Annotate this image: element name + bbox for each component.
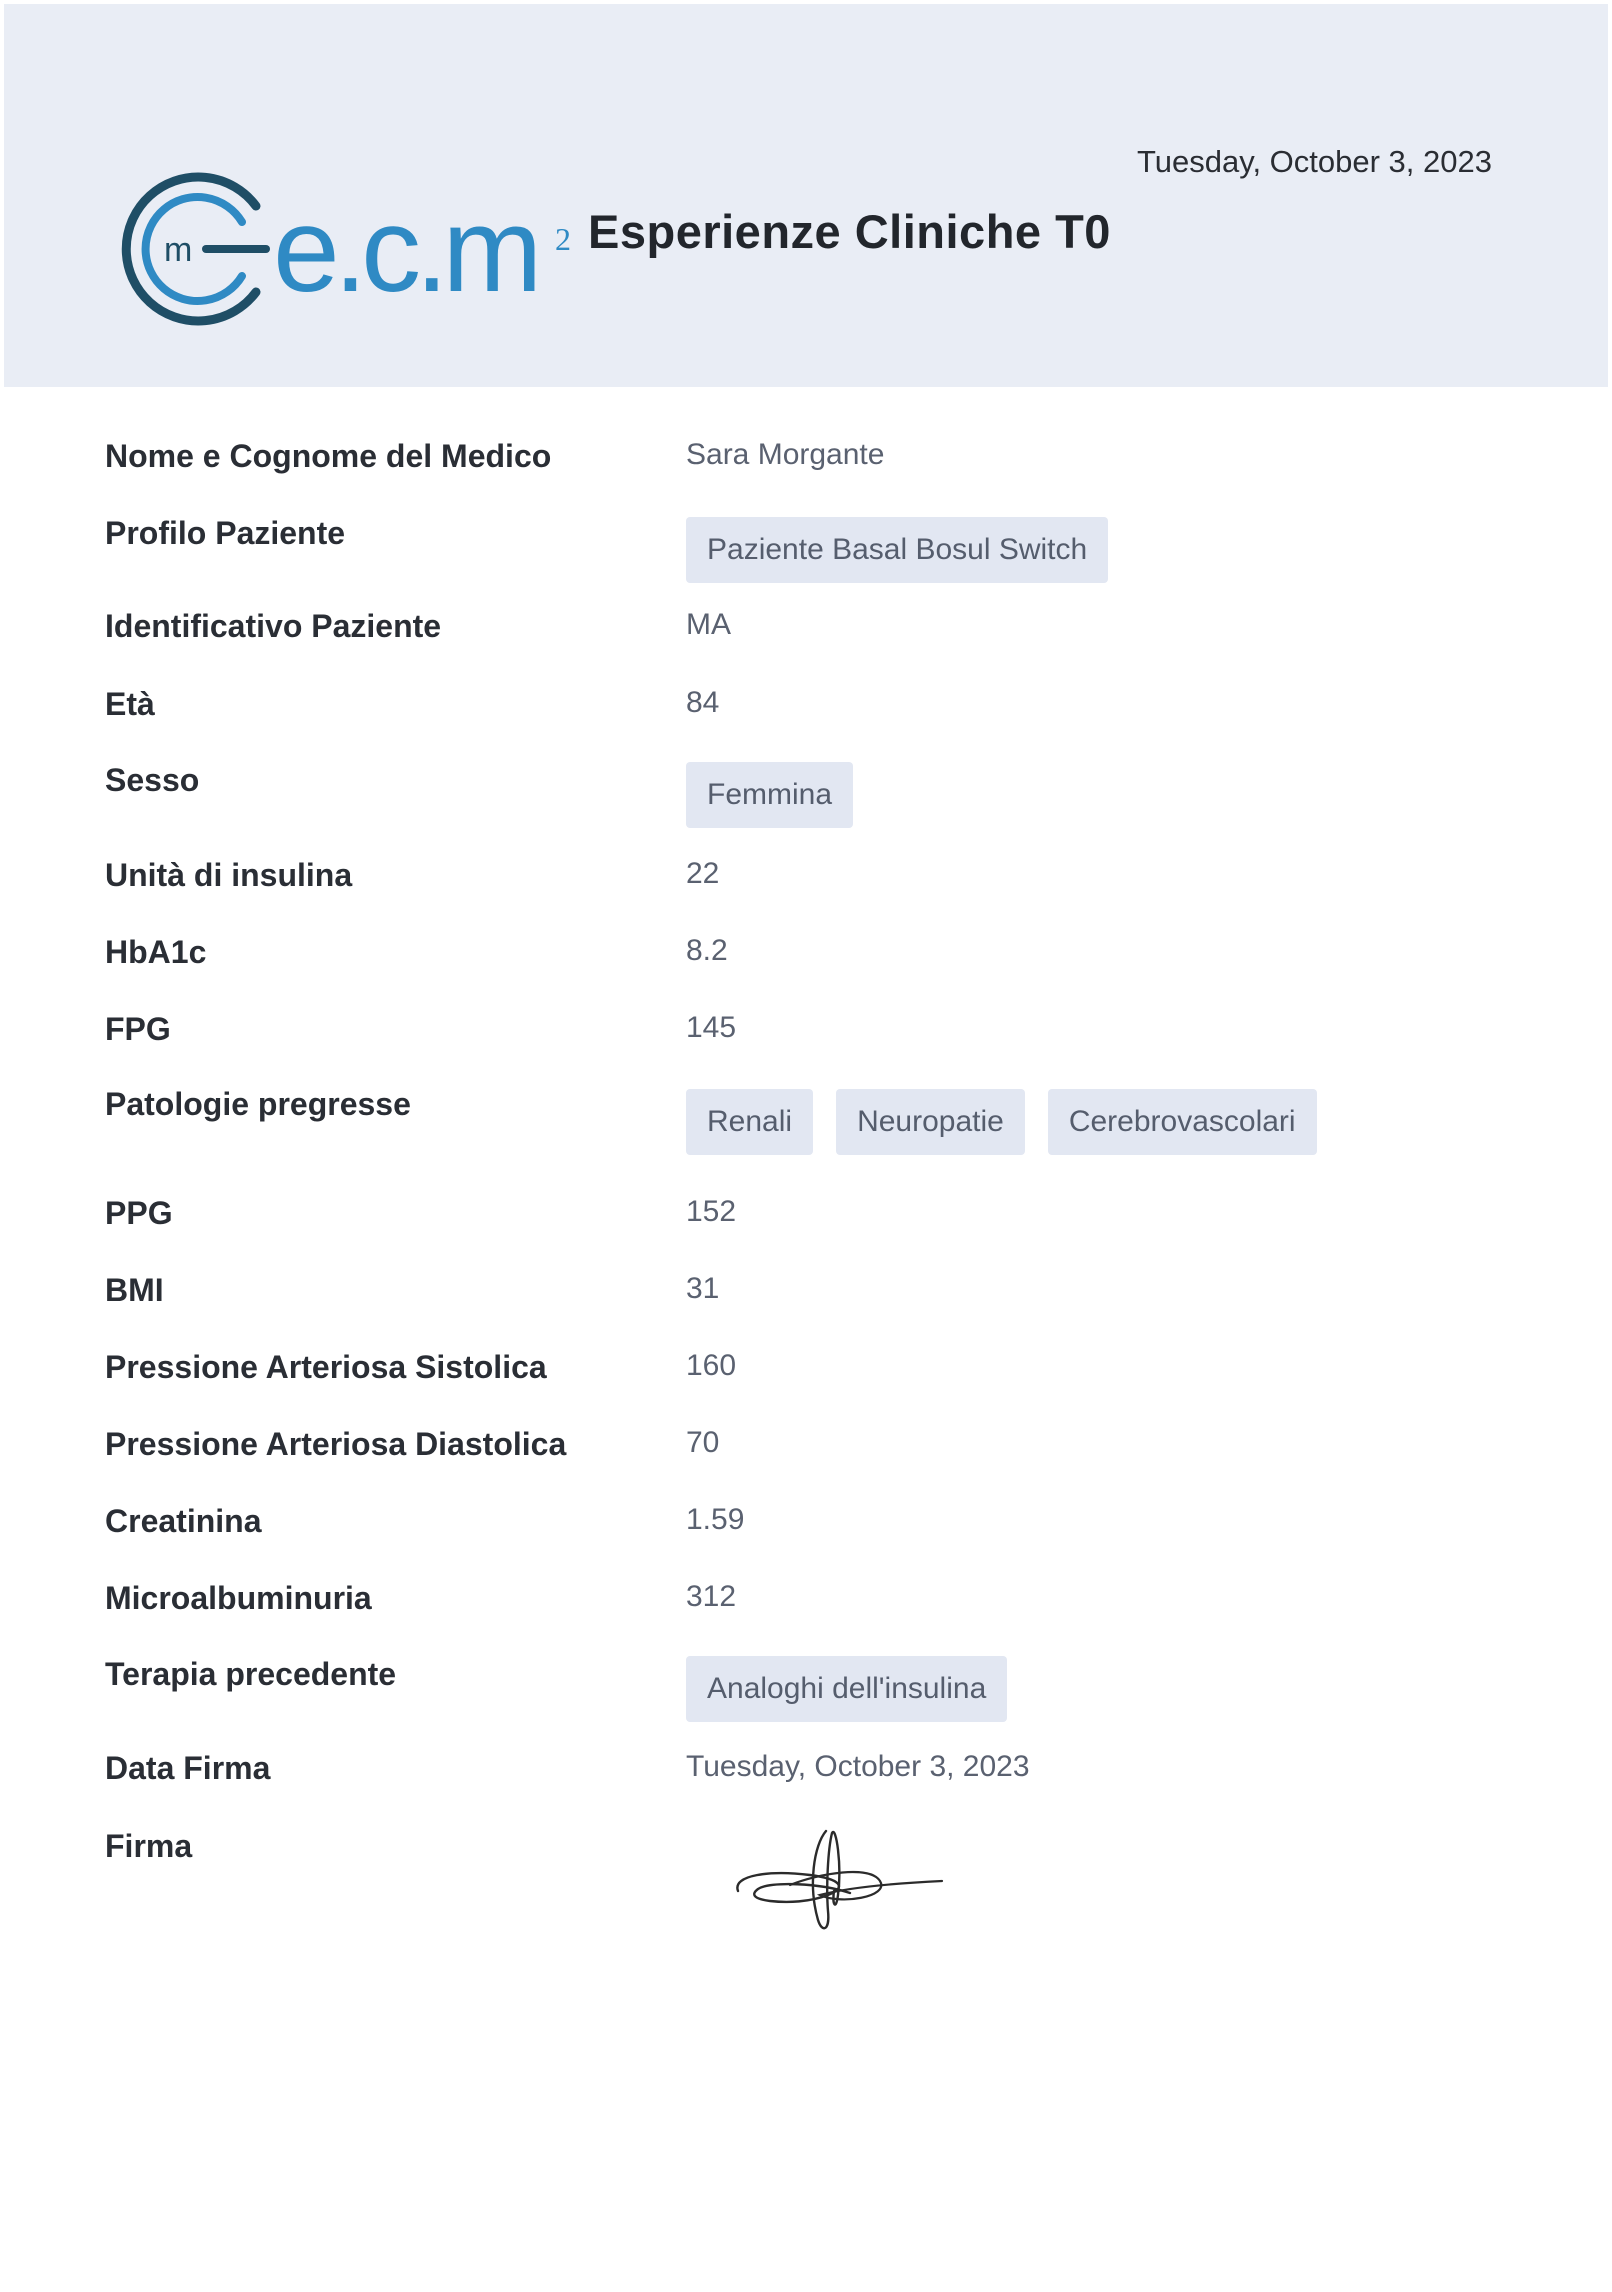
label-diastolica: Pressione Arteriosa Diastolica xyxy=(105,1426,567,1462)
value-data-firma: Tuesday, October 3, 2023 xyxy=(686,1750,1030,1783)
value-insulina: 22 xyxy=(686,857,720,890)
page-title: Esperienze Cliniche T0 xyxy=(588,205,1111,258)
svg-text:m: m xyxy=(164,231,193,269)
header-banner xyxy=(4,4,1608,387)
label-data-firma: Data Firma xyxy=(105,1750,271,1786)
label-bmi: BMI xyxy=(105,1272,164,1308)
label-creatinina: Creatinina xyxy=(105,1503,262,1539)
value-ppg: 152 xyxy=(686,1195,737,1228)
value-eta: 84 xyxy=(686,686,720,719)
label-firma: Firma xyxy=(105,1828,193,1864)
value-diastolica: 70 xyxy=(686,1426,720,1459)
value-bmi: 31 xyxy=(686,1272,720,1305)
chips-patologie xyxy=(686,1089,1317,1155)
label-eta: Età xyxy=(105,686,155,722)
label-identificativo: Identificativo Paziente xyxy=(105,608,442,644)
svg-text:e.c.m: e.c.m xyxy=(273,183,537,317)
label-profilo: Profilo Paziente xyxy=(105,515,346,551)
header-date: Tuesday, October 3, 2023 xyxy=(1137,144,1492,179)
label-hba1c: HbA1c xyxy=(105,934,207,970)
chip-profilo: Paziente Basal Bosul Switch xyxy=(686,517,1108,583)
value-creatinina: 1.59 xyxy=(686,1503,745,1536)
label-terapia: Terapia precedente xyxy=(105,1656,397,1692)
label-sistolica: Pressione Arteriosa Sistolica xyxy=(105,1349,547,1385)
label-insulina: Unità di insulina xyxy=(105,857,353,893)
chip-neuropatie: Neuropatie xyxy=(836,1089,1025,1155)
value-fpg: 145 xyxy=(686,1011,737,1044)
value-medico: Sara Morgante xyxy=(686,438,885,471)
value-hba1c: 8.2 xyxy=(686,934,728,967)
label-patologie: Patologie pregresse xyxy=(105,1086,411,1122)
chip-sesso: Femmina xyxy=(686,762,853,828)
label-ppg: PPG xyxy=(105,1195,173,1231)
chips-profilo xyxy=(686,517,1108,583)
chip-renali: Renali xyxy=(686,1089,813,1155)
chips-sesso xyxy=(686,762,853,828)
label-sesso: Sesso xyxy=(105,762,200,798)
signature-icon xyxy=(730,1825,945,1940)
label-fpg: FPG xyxy=(105,1011,171,1047)
value-microalb: 312 xyxy=(686,1580,737,1613)
value-sistolica: 160 xyxy=(686,1349,737,1382)
chips-terapia xyxy=(686,1656,1007,1722)
ecm-logo xyxy=(106,164,576,334)
label-microalb: Microalbuminuria xyxy=(105,1580,372,1616)
label-medico: Nome e Cognome del Medico xyxy=(105,438,552,474)
value-identificativo: MA xyxy=(686,608,731,641)
chip-terapia: Analoghi dell'insulina xyxy=(686,1656,1007,1722)
chip-cerebrovascolari: Cerebrovascolari xyxy=(1048,1089,1317,1155)
svg-text:2: 2 xyxy=(555,221,571,257)
